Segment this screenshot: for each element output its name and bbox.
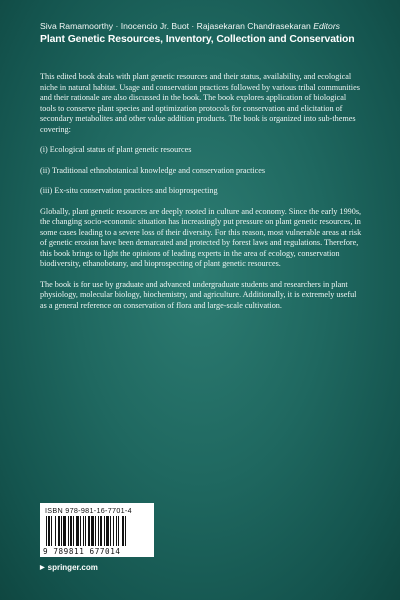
barcode-bar: [46, 516, 47, 546]
barcode-bar: [95, 516, 96, 546]
barcode-bar: [61, 516, 62, 546]
blurb-paragraph: The book is for use by graduate and advanced undergraduate students and researchers in plant physiology, molecular biology, biochemistry, and agriculture. Additionally, it is extremely useful as a general reference on conservation of flora and large-scale cultivation.: [40, 279, 357, 310]
barcode-bar: [68, 516, 69, 546]
barcode-bar: [88, 516, 90, 546]
barcode-bar: [48, 516, 50, 546]
barcode-bar: [55, 516, 56, 546]
editors-role: Editors: [313, 21, 340, 31]
isbn-label: ISBN 978-981-16-7701-4: [45, 506, 132, 515]
book-title: Plant Genetic Resources, Inventory, Collection and Conservation: [40, 34, 355, 45]
barcode-bar: [76, 516, 79, 546]
barcode-bar: [51, 516, 52, 546]
arrow-icon: ▶: [40, 565, 45, 571]
theme-item: (i) Ecological status of plant genetic resources: [40, 145, 192, 154]
barcode-bar: [63, 516, 66, 546]
barcode-bar: [104, 516, 105, 546]
publisher-link[interactable]: [40, 563, 98, 572]
barcode-bar: [116, 516, 117, 546]
theme-item: (ii) Traditional ethnobotanical knowledge and conservation practices: [40, 165, 266, 175]
barcode-bar: [113, 516, 114, 546]
barcode-bar: [85, 516, 86, 546]
editor-names: Siva Ramamoorthy · Inocencio Jr. Buot · Rajasekaran Chandrasekaran: [40, 21, 311, 31]
barcode-bar: [106, 516, 109, 546]
barcode-bar: [122, 516, 124, 546]
editors-line: [40, 21, 370, 31]
barcode-bar: [110, 516, 111, 546]
barcode-bar: [100, 516, 102, 546]
barcode-bar: [98, 516, 99, 546]
barcode-bar: [125, 516, 126, 546]
publisher-url: springer.com: [47, 563, 98, 572]
barcode-bar: [58, 516, 60, 546]
blurb: [40, 72, 364, 321]
barcode-bar: [118, 516, 119, 546]
barcode-bar: [70, 516, 72, 546]
blurb-paragraph: This edited book deals with plant genetic resources and their status, availability, and ecological niche in natural habitat. Usage and conservation practices followed by various tribal communities and their rationale are also discussed in the book. The book explores application of biological tools to conserve plant species and optimization protocols for conservation and elicitation of secondary metabolites and other value addition products. The book is organized into sub-themes covering:: [40, 72, 360, 134]
blurb-paragraph: Globally, plant genetic resources are deeply rooted in culture and economy. Since the early 1990s, the changing socio-economic situation has increasingly put pressure on plant genetic resources, in some cases leading to a severe loss of their diversity. For this reason, most vulnerable areas at risk of genetic erosion have been demarcated and protected by forest laws and regulations. Therefore, this book brings to light the opinions of leading experts in the area of ecology, conservation biodiversity, ethanobotany, and bioprospecting of plant genetic resources.: [40, 206, 362, 268]
barcode-bar: [73, 516, 74, 546]
barcode-bar: [83, 516, 84, 546]
barcode-digits: 9 789811 677014: [43, 547, 121, 556]
barcode-bar: [80, 516, 81, 546]
barcode-bar: [91, 516, 94, 546]
barcode: [40, 503, 154, 557]
theme-item: (iii) Ex-situ conservation practices and bioprospecting: [40, 186, 218, 195]
barcode-bars: [46, 516, 148, 546]
